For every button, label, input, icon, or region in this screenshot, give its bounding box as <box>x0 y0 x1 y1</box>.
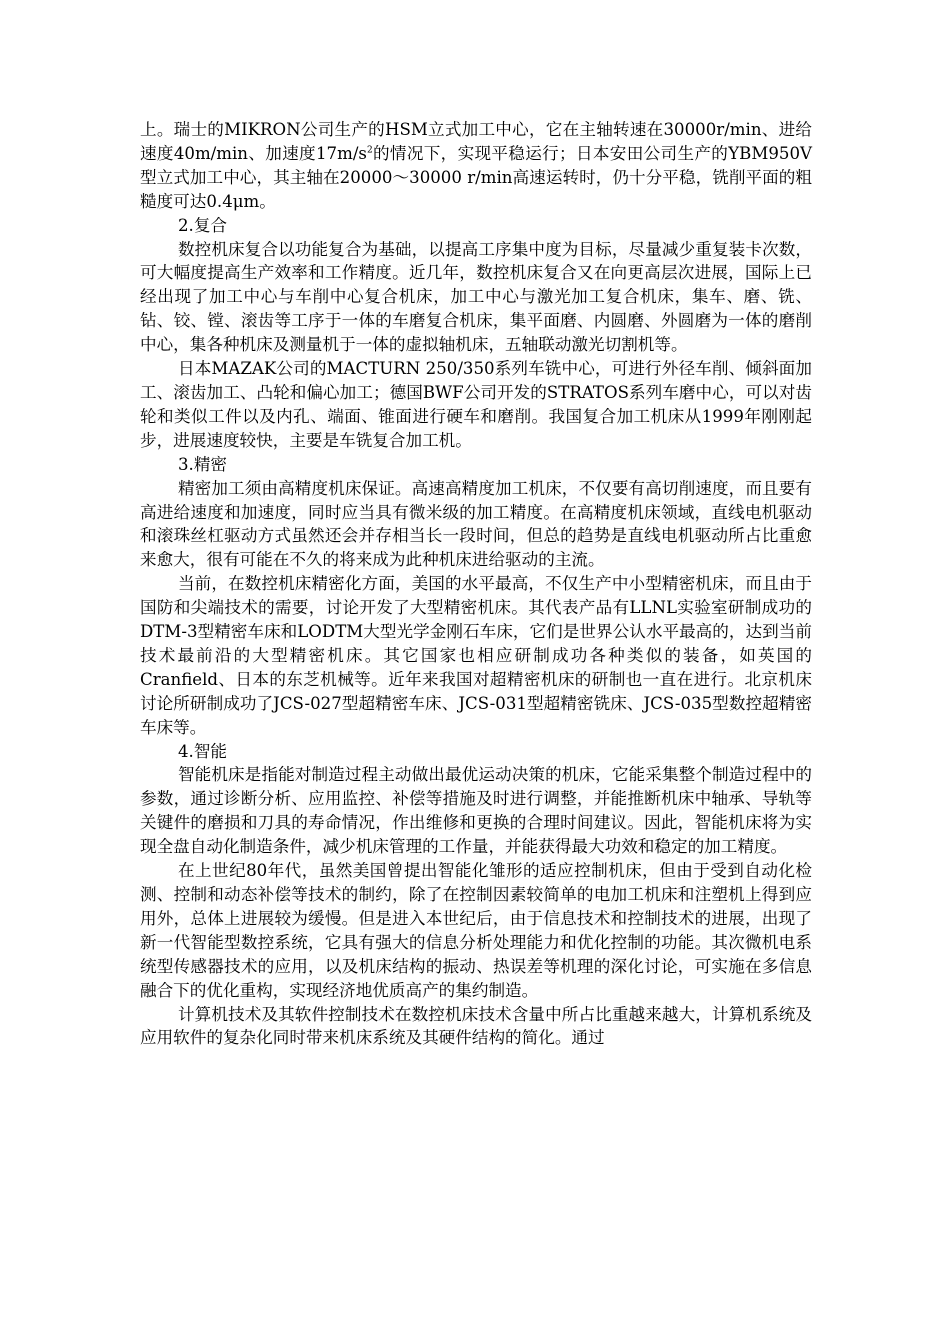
section-heading: 4.智能 <box>178 741 228 761</box>
section-heading: 2.复合 <box>178 215 228 235</box>
paragraph: 精密加工须由高精度机床保证。高速高精度加工机床，不仅要有高切削速度，而且要有高进给速度和加速度，同时应当具有微米级的加工精度。在高精度机床领域，直线电机驱动和滚珠丝杠驱动方式虽然还会并存相当长一段时间，但总的趋势是直线电机驱动所占比重愈来愈大，很有可能在不久的将来成为此种机床进给驱动的主流。 <box>140 478 812 570</box>
document-page <box>140 118 812 1050</box>
paragraph: 在上世纪80年代，虽然美国曾提出智能化雏形的适应控制机床，但由于受到自动化检测、控制和动态补偿等技术的制约，除了在控制因素较简单的电加工机床和注塑机上得到应用外，总体上进展较为缓慢。但是进入本世纪后，由于信息技术和控制技术的进展，出现了新一代智能型数控系统，它具有强大的信息分析处理能力和优化控制的功能。其次微机电系统型传感器技术的应用，以及机床结构的振动、热误差等机理的深化讨论，可实施在多信息融合下的优化重构，实现经济地优质高产的集约制造。 <box>140 861 812 1000</box>
section-heading: 3.精密 <box>178 454 228 474</box>
paragraph: 日本MAZAK公司的MACTURN 250/350系列车铣中心，可进行外径车削、倾斜面加工、滚齿加工、凸轮和偏心加工；德国BWF公司开发的STRATOS系列车磨中心，可以对齿轮和类似工件以及内孔、端面、锥面进行硬车和磨削。我国复合加工机床从1999年刚刚起步，进展速度较快，主要是车铣复合加工机。 <box>140 359 812 450</box>
paragraph-text: 的情况下，实现平稳运行；日本安田公司生产的YBM950V型立式加工中心，其主轴在20000～30000 r/min高速运转时，仍十分平稳，铣削平面的粗糙度可达0.4μm。 <box>140 143 812 211</box>
paragraph: 计算机技术及其软件控制技术在数控机床技术含量中所占比重越来越大，计算机系统及应用软件的复杂化同时带来机床系统及其硬件结构的简化。通过 <box>140 1004 812 1048</box>
paragraph: 数控机床复合以功能复合为基础，以提高工序集中度为目标，尽量减少重复装卡次数，可大幅度提高生产效率和工作精度。近几年，数控机床复合又在向更高层次进展，国际上已经出现了加工中心与车削中心复合机床，加工中心与激光加工复合机床，集车、磨、铣、钻、铰、镗、滚齿等工序于一体的车磨复合机床，集平面磨、内圆磨、外圆磨为一体的磨削中心，集各种机床及测量机于一体的虚拟轴机床，五轴联动激光切割机等。 <box>140 239 812 355</box>
paragraph: 智能机床是指能对制造过程主动做出最优运动决策的机床，它能采集整个制造过程中的参数，通过诊断分析、应用监控、补偿等措施及时进行调整，并能推断机床中轴承、导轨等关键件的磨损和刀具的寿命情况，作出维修和更换的合理时间建议。因此，智能机床将为实现全盘自动化制造条件，减少机床管理的工作量，并能获得最大功效和稳定的加工精度。 <box>140 765 812 857</box>
paragraph-continued <box>140 118 812 214</box>
paragraph: 当前，在数控机床精密化方面，美国的水平最高，不仅生产中小型精密机床，而且由于国防和尖端技术的需要，讨论开发了大型精密机床。其代表产品有LLNL实验室研制成功的DTM-3型精密车床和LODTM大型光学金刚石车床，它们是世界公认水平最高的，达到当前技术最前沿的大型精密机床。其它国家也相应研制成功各种类似的装备，如英国的Cranfield、日本的东芝机械等。近年来我国对超精密机床的研制也一直在进行。北京机床讨论所研制成功了JCS-027型超精密车床、JCS-031型超精密铣床、JCS-035型数控超精密车床等。 <box>140 574 812 737</box>
paragraph-text: 上。瑞士的MIKRON公司生产的HSM立式加工中心，它在主轴转速在30000r/min、进给速度40m/min、加速度17m/s <box>140 120 812 163</box>
superscript: 2 <box>366 145 373 156</box>
